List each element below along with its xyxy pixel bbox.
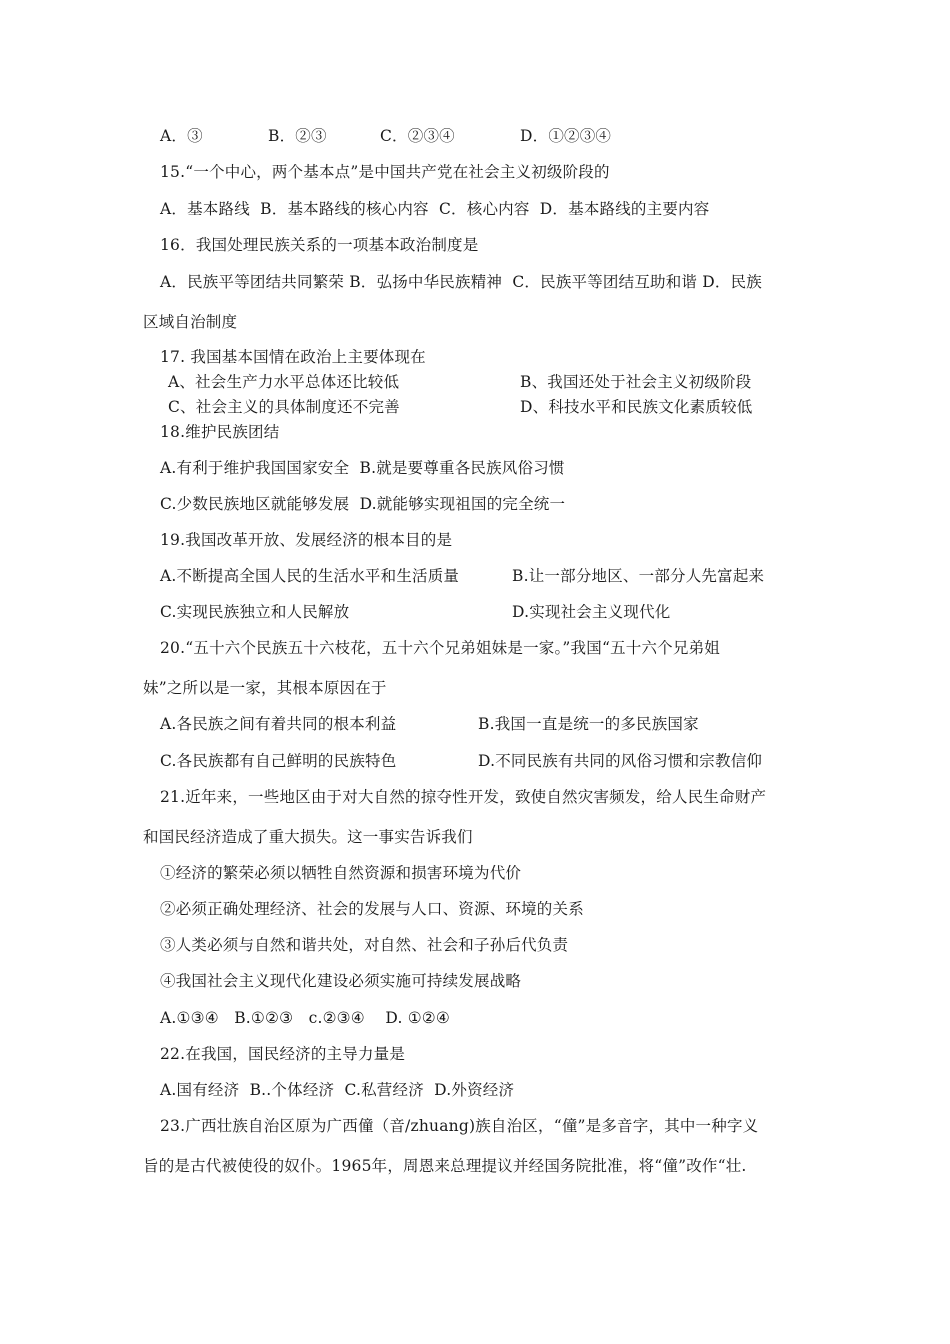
q19-stem: 19.我国改革开放、发展经济的根本目的是 (160, 531, 453, 549)
q16-options: A．民族平等团结共同繁荣 B．弘扬中华民族精神 C．民族平等团结互助和谐 D．民族 (160, 273, 762, 291)
q16-options-cont: 区域自治制度 (143, 313, 238, 331)
q21-item-3: ③人类必须与自然和谐共处，对自然、社会和子孙后代负责 (160, 936, 569, 954)
option-a: A、社会生产力水平总体还比较低 (168, 373, 400, 391)
q22-options: A.国有经济 B..个体经济 C.私营经济 D.外资经济 (160, 1081, 515, 1099)
option-c: C、社会主义的具体制度还不完善 (168, 398, 400, 416)
option-d: D.实现社会主义现代化 (512, 603, 671, 621)
option-d: D、科技水平和民族文化素质较低 (520, 398, 753, 416)
option-b: B.我国一直是统一的多民族国家 (478, 715, 699, 733)
q21-stem: 21.近年来，一些地区由于对大自然的掠夺性开发，致使自然灾害频发，给人民生命财产 (160, 788, 767, 806)
q18-stem: 18.维护民族团结 (160, 423, 280, 441)
q21-item-4: ④我国社会主义现代化建设必须实施可持续发展战略 (160, 972, 522, 990)
option-b: B．②③ (268, 127, 327, 145)
q23-stem: 23.广西壮族自治区原为广西僮（音/zhuang)族自治区，“僮”是多音字，其中一种字义 (160, 1117, 759, 1135)
option-c: C．②③④ (380, 127, 455, 145)
option-a: A.各民族之间有着共同的根本利益 (160, 715, 397, 733)
q23-stem-cont: 旨的是古代被使役的奴仆。1965年，周恩来总理提议并经国务院批准，将“僮”改作“壮. (143, 1157, 747, 1175)
q15-options: A．基本路线 B．基本路线的核心内容 C．核心内容 D．基本路线的主要内容 (160, 200, 710, 218)
q21-options: A.①③④ B.①②③ c.②③④ D. ①②④ (160, 1009, 450, 1027)
option-c: C.实现民族独立和人民解放 (160, 603, 350, 621)
q17-stem: 17. 我国基本国情在政治上主要体现在 (160, 348, 426, 366)
q21-stem-cont: 和国民经济造成了重大损失。这一事实告诉我们 (143, 828, 473, 846)
q21-item-2: ②必须正确处理经济、社会的发展与人口、资源、环境的关系 (160, 900, 584, 918)
q18-options-2: C.少数民族地区就能够发展 D.就能够实现祖国的完全统一 (160, 495, 566, 513)
q18-options-1: A.有利于维护我国国家安全 B.就是要尊重各民族风俗习惯 (160, 459, 565, 477)
option-b: B.让一部分地区、一部分人先富起来 (512, 567, 765, 585)
option-a: A.不断提高全国人民的生活水平和生活质量 (160, 567, 460, 585)
option-d: D．①②③④ (520, 127, 612, 145)
q21-item-1: ①经济的繁荣必须以牺牲自然资源和损害环境为代价 (160, 864, 522, 882)
q20-stem: 20.“五十六个民族五十六枝花，五十六个兄弟姐妹是一家。”我国“五十六个兄弟姐 (160, 639, 720, 657)
q15-stem: 15.“一个中心，两个基本点”是中国共产党在社会主义初级阶段的 (160, 163, 610, 181)
option-b: B、我国还处于社会主义初级阶段 (520, 373, 752, 391)
option-d: D.不同民族有共同的风俗习惯和宗教信仰 (478, 752, 763, 770)
q20-stem-cont: 妹”之所以是一家，其根本原因在于 (143, 679, 387, 697)
q16-stem: 16．我国处理民族关系的一项基本政治制度是 (160, 236, 479, 254)
option-c: C.各民族都有自己鲜明的民族特色 (160, 752, 397, 770)
option-a: A．③ (160, 127, 203, 145)
q22-stem: 22.在我国，国民经济的主导力量是 (160, 1045, 406, 1063)
